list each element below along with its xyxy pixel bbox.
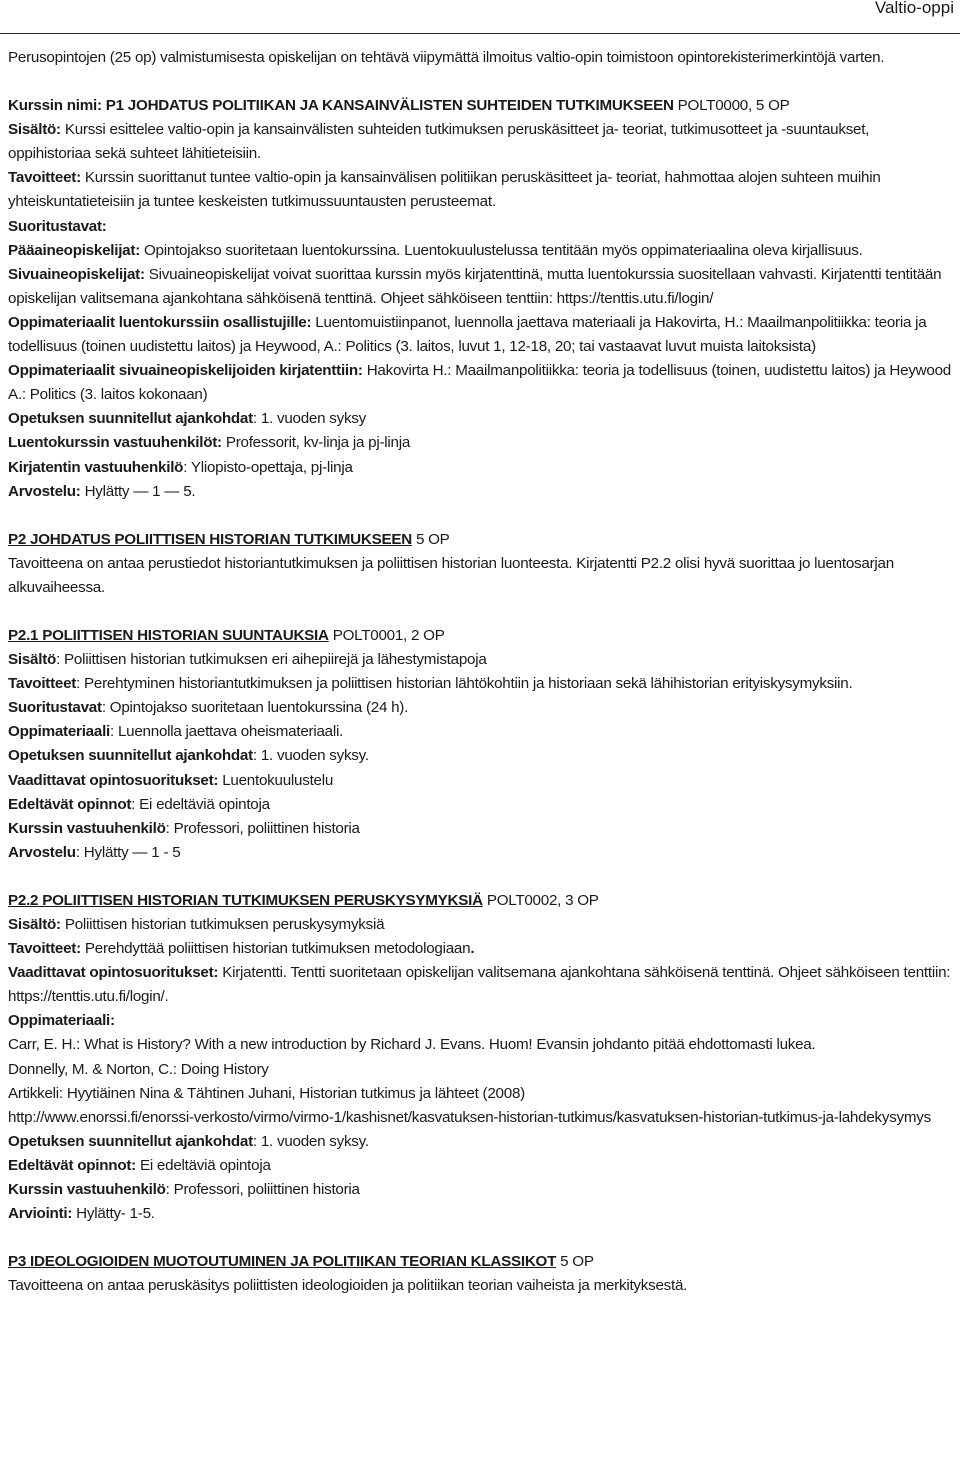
course-p22-material-2: Donnelly, M. & Norton, C.: Doing History — [8, 1060, 269, 1078]
value: Perehdyttää poliittisen historian tutkimuksen metodologiaan — [84, 940, 471, 958]
value: : Yliopisto-opettaja, pj-linja — [183, 458, 353, 476]
course-p22-code: POLT0002, 3 OP — [486, 891, 599, 909]
course-p22-heading — [8, 889, 954, 913]
label: Kirjatentin vastuuhenkilö — [8, 458, 184, 476]
course-p22-title: P2.2 POLIITTISEN HISTORIAN TUTKIMUKSEN PERUSKYSYMYKSIÄ — [8, 891, 483, 909]
value: Poliittisen historian tutkimuksen peruskysymyksiä — [64, 916, 385, 933]
course-p2-credits: 5 OP — [415, 530, 450, 548]
course-p3-title: P3 IDEOLOGIOIDEN MUOTOUTUMINEN JA POLITIIKAN TEORIAN KLASSIKOT — [8, 1253, 557, 1271]
value: Kurssin suorittanut tuntee valtio-opin ja kansainvälisen politiikan peruskäsitteet ja- teoriat, hahmottaa alojen suhteen muihin yhteiskuntatieteisiin ja tuntee keskeisten tutkimussuuntausten perusteemat. — [8, 169, 881, 211]
course-p22-material-3: Artikkeli: Hyytiäinen Nina & Tähtinen Juhani, Historian tutkimus ja lähteet (2008) — [8, 1084, 525, 1102]
spacer — [8, 504, 954, 528]
course-p21-goals — [8, 672, 954, 696]
label: Suoritustavat — [8, 699, 102, 717]
course-p1-methods-heading — [8, 215, 954, 239]
label: Edeltävät opinnot — [8, 795, 132, 813]
course-p1-name — [8, 94, 954, 118]
label: Oppimateriaali: — [8, 1012, 115, 1030]
label: Opetuksen suunnitellut ajankohdat — [8, 1132, 253, 1150]
course-p22-material-1: Carr, E. H.: What is History? With a new introduction by Richard J. Evans. Huom! Evansin johdanto pitää ehdottomasti lukea. — [8, 1036, 816, 1054]
course-p21-content — [8, 648, 954, 672]
label: Arvostelu — [8, 843, 76, 861]
course-p22-content — [8, 913, 954, 937]
label: Pääaineopiskelijat: — [8, 241, 140, 259]
label: Edeltävät opinnot: — [8, 1156, 136, 1174]
spacer — [8, 70, 954, 94]
value: Professorit, kv-linja ja pj-linja — [225, 434, 411, 452]
value: Hylätty- 1-5. — [76, 1205, 155, 1223]
course-p21-required — [8, 769, 954, 793]
value: : Opintojakso suoritetaan luentokurssina (24 h). — [101, 699, 409, 717]
course-p1-lecturer — [8, 431, 954, 455]
value: Kirjatentti. Tentti suoritetaan opiskelijan valitsemana ajankohtana sähköisenä tenttinä. Ohjeet sähköiseen tenttiin: https://tenttis.utu.fi/login/. — [8, 964, 951, 1006]
course-p2 — [8, 528, 954, 600]
course-p1-content — [8, 118, 954, 166]
course-p21-timing — [8, 744, 954, 768]
course-p3 — [8, 1250, 954, 1298]
course-p21-code: POLT0001, 2 OP — [332, 626, 445, 644]
course-p1-grading — [8, 480, 954, 504]
course-p22-responsible — [8, 1178, 954, 1202]
course-p22-material-link[interactable]: http://www.enorssi.fi/enorssi-verkosto/virmo/virmo-1/kashisnet/kasvatuksen-historian-tutkimus/kasvatuksen-historian-tutkimus-ja-lahdekysymys — [8, 1108, 931, 1126]
value: : Perehtyminen historiantutkimuksen ja poliittisen historian lähtökohtiin ja historiaan sekä lähihistorian erityiskysymyksiin. — [76, 675, 853, 693]
label: Oppimateriaalit luentokurssiin osallistujille: — [8, 313, 312, 331]
course-p21-title: P2.1 POLIITTISEN HISTORIAN SUUNTAUKSIA — [8, 626, 329, 644]
value: : 1. vuoden syksy. — [252, 747, 369, 765]
label: Vaadittavat opintosuoritukset: — [8, 771, 219, 789]
course-p22-timing — [8, 1130, 954, 1154]
spacer — [8, 1226, 954, 1250]
course-p22-goals — [8, 937, 954, 961]
course-p1-exam — [8, 456, 954, 480]
course-p3-description: Tavoitteena on antaa peruskäsitys poliittisten ideologioiden ja politiikan teorian vaiheista ja merkityksestä. — [8, 1277, 688, 1295]
label: Kurssin vastuuhenkilö — [8, 1181, 166, 1199]
course-p22-prereq — [8, 1154, 954, 1178]
label: Oppimateriaali — [8, 723, 111, 741]
document-body — [8, 46, 954, 1298]
intro-paragraph: Perusopintojen (25 op) valmistumisesta opiskelijan on tehtävä viipymättä ilmoitus valtio-opin toimistoon opintorekisterimerkintöjä varten. — [8, 49, 885, 66]
label: Opetuksen suunnitellut ajankohdat — [8, 747, 253, 765]
course-p1-major — [8, 239, 954, 263]
course-p22-materials-heading — [8, 1009, 954, 1033]
course-p22-grading — [8, 1202, 954, 1226]
label: Oppimateriaalit sivuaineopiskelijoiden kirjatenttiin: — [8, 362, 363, 380]
label: Sisältö — [8, 651, 57, 669]
value: Ei edeltäviä opintoja — [139, 1156, 271, 1174]
label: Sisältö: — [8, 121, 61, 139]
value: : Professori, poliittinen historia — [165, 819, 360, 837]
value: Sivuaineopiskelijat voivat suorittaa kurssin myös kirjatenttinä, mutta luentokurssia suositellaan vahvasti. Kirjatentti tentitään opiskelijan valitsemana ajankohtana sähköisenä tenttinä. Ohjeet sähköiseen tenttiin: https://tenttis.utu.fi/login/ — [8, 265, 942, 307]
period: . — [470, 940, 475, 958]
course-p3-heading — [8, 1250, 954, 1274]
label: Vaadittavat opintosuoritukset: — [8, 964, 219, 982]
label: Sivuaineopiskelijat: — [8, 265, 145, 283]
course-p21-prereq — [8, 793, 954, 817]
course-p21-heading — [8, 624, 954, 648]
value: Hakovirta H.: Maailmanpolitiikka: teoria ja todellisuus (toinen, uudistettu laitos) ja Heywood A.: Politics (3. laitos kokonaan) — [8, 362, 951, 404]
course-p21-grading — [8, 841, 954, 865]
course-p1-materials-minor — [8, 359, 954, 407]
course-p21-responsible — [8, 817, 954, 841]
course-p2-title: P2 JOHDATUS POLIITTISEN HISTORIAN TUTKIMUKSEEN — [8, 530, 412, 548]
value: Hylätty — 1 — 5. — [84, 482, 196, 500]
label: Sisältö: — [8, 916, 61, 933]
label: Arvostelu: — [8, 482, 81, 500]
course-p22-required — [8, 961, 954, 1009]
spacer — [8, 865, 954, 889]
course-p1-goals — [8, 166, 954, 214]
spacer — [8, 600, 954, 624]
value: : Luennolla jaettava oheismateriaali. — [110, 723, 344, 741]
value: : Professori, poliittinen historia — [165, 1181, 360, 1199]
value: Opintojakso suoritetaan luentokurssina. Luentokuulustelussa tentitään myös oppimateriaalina oleva kirjallisuus. — [143, 241, 863, 259]
course-p1 — [8, 94, 954, 504]
value: Kurssi esittelee valtio-opin ja kansainvälisten suhteiden tutkimuksen peruskäsitteet ja- teoriat, tutkimusotteet ja -suuntaukset, oppihistoriaa sekä suhteet lähitieteisiin. — [8, 121, 870, 163]
course-p1-materials-lecture — [8, 311, 954, 359]
course-p2-description: Tavoitteena on antaa perustiedot historiantutkimuksen ja poliittisen historian luonteesta. Kirjatentti P2.2 olisi hyvä suorittaa jo luentosarjan alkuvaiheessa. — [8, 554, 894, 596]
value: : 1. vuoden syksy — [252, 410, 366, 428]
label: Tavoitteet: — [8, 940, 81, 958]
value: : 1. vuoden syksy. — [252, 1132, 369, 1150]
course-p1-timing — [8, 407, 954, 431]
header-divider — [0, 33, 960, 34]
course-p21 — [8, 624, 954, 865]
course-p2-heading — [8, 528, 954, 552]
value: : Ei edeltäviä opintoja — [131, 795, 270, 813]
label: Tavoitteet — [8, 675, 77, 693]
label: Opetuksen suunnitellut ajankohdat — [8, 410, 253, 428]
course-p3-credits: 5 OP — [560, 1253, 594, 1271]
value: : Poliittisen historian tutkimuksen eri aihepiirejä ja lähestymistapoja — [56, 651, 487, 669]
course-p21-methods — [8, 696, 954, 720]
value: Luentokuulustelu — [222, 771, 334, 789]
label: Suoritustavat: — [8, 217, 107, 235]
label: Tavoitteet: — [8, 169, 81, 187]
value: Luentomuistiinpanot, luennolla jaettava materiaali ja Hakovirta, H.: Maailmanpolitiikka: teoria ja todellisuus (toinen uudistettu laitos) ja Heywood, A.: Politics (3. laitos, luvut 1, 12-18, 20; tai vastaavat luvut muista laitoksista) — [8, 313, 927, 356]
label: Arviointi: — [8, 1205, 73, 1223]
course-p21-materials — [8, 720, 954, 744]
label: Kurssin vastuuhenkilö — [8, 819, 166, 837]
course-p22 — [8, 889, 954, 1226]
value: : Hylätty — 1 - 5 — [75, 843, 181, 861]
course-p1-minor — [8, 263, 954, 311]
label: Luentokurssin vastuuhenkilöt: — [8, 434, 222, 452]
document-header-title: Valtio-oppi — [874, 0, 954, 17]
course-p1-name-label: Kurssin nimi: P1 JOHDATUS POLITIIKAN JA KANSAINVÄLISTEN SUHTEIDEN TUTKIMUKSEEN — [8, 97, 674, 115]
course-p1-code: POLT0000, 5 OP — [677, 97, 790, 115]
